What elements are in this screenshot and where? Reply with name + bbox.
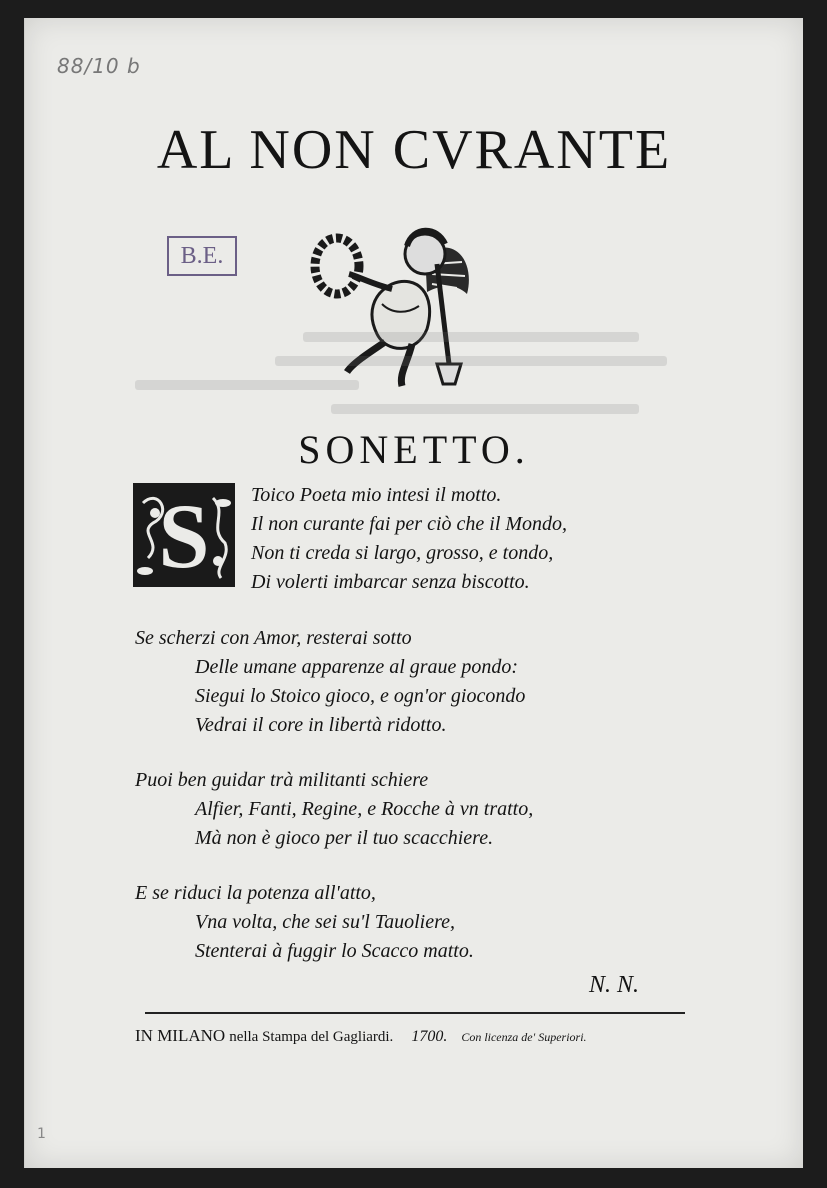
verse-line: Vedrai il core in libertà ridotto. — [195, 714, 447, 736]
show-through-text — [135, 318, 695, 428]
margin-mark: 1 — [37, 1126, 46, 1142]
verse-line: Alfier, Fanti, Regine, e Rocche à vn tratto, — [195, 798, 534, 820]
verse-line: Stenterai à fuggir lo Scacco matto. — [195, 940, 474, 962]
imprint-divider — [145, 1012, 685, 1014]
stanza-3 — [135, 766, 533, 853]
imprint-place: IN MILANO — [135, 1026, 226, 1045]
verse-line: Delle umane apparenze al graue pondo: — [195, 656, 519, 678]
verse-line: Siegui lo Stoico gioco, e ogn'or giocondo — [195, 685, 526, 707]
author-signature: N. N. — [589, 972, 640, 998]
decorated-initial — [133, 483, 235, 587]
pencil-shelfmark: 88/10 b — [57, 54, 141, 78]
verse-line: Il non curante fai per ciò che il Mondo, — [251, 513, 568, 535]
page-title: AL NON CVRANTE — [156, 119, 672, 181]
verse-line: E se riduci la potenza all'atto, — [135, 882, 376, 904]
imprint-license: Con licenza de' Superiori. — [461, 1030, 587, 1044]
verse-line: Se scherzi con Amor, resterai sotto — [135, 627, 412, 649]
verse-line: Non ti creda si largo, grosso, e tondo, — [251, 542, 554, 564]
broadside-page — [24, 18, 803, 1168]
stanza-4 — [135, 879, 474, 966]
verse-line: Toico Poeta mio intesi il motto. — [251, 484, 502, 506]
verse-line: Di volerti imbarcar senza biscotto. — [251, 571, 530, 593]
verse-line: Vna volta, che sei su'l Tauoliere, — [195, 911, 455, 933]
verse-line: Mà non è gioco per il tuo scacchiere. — [195, 827, 494, 849]
verse-line: Puoi ben guidar trà militanti schiere — [135, 769, 429, 791]
imprint-year: 1700. — [411, 1028, 448, 1045]
stanza-2 — [135, 624, 525, 740]
library-stamp: B.E. — [167, 236, 237, 276]
stanza-1 — [251, 481, 567, 597]
imprint-line — [135, 1026, 695, 1046]
imprint-printer: nella Stampa del Gagliardi. — [229, 1029, 394, 1045]
poem-heading: SONETTO. — [298, 427, 530, 472]
dropcap-letter: S — [158, 485, 210, 587]
